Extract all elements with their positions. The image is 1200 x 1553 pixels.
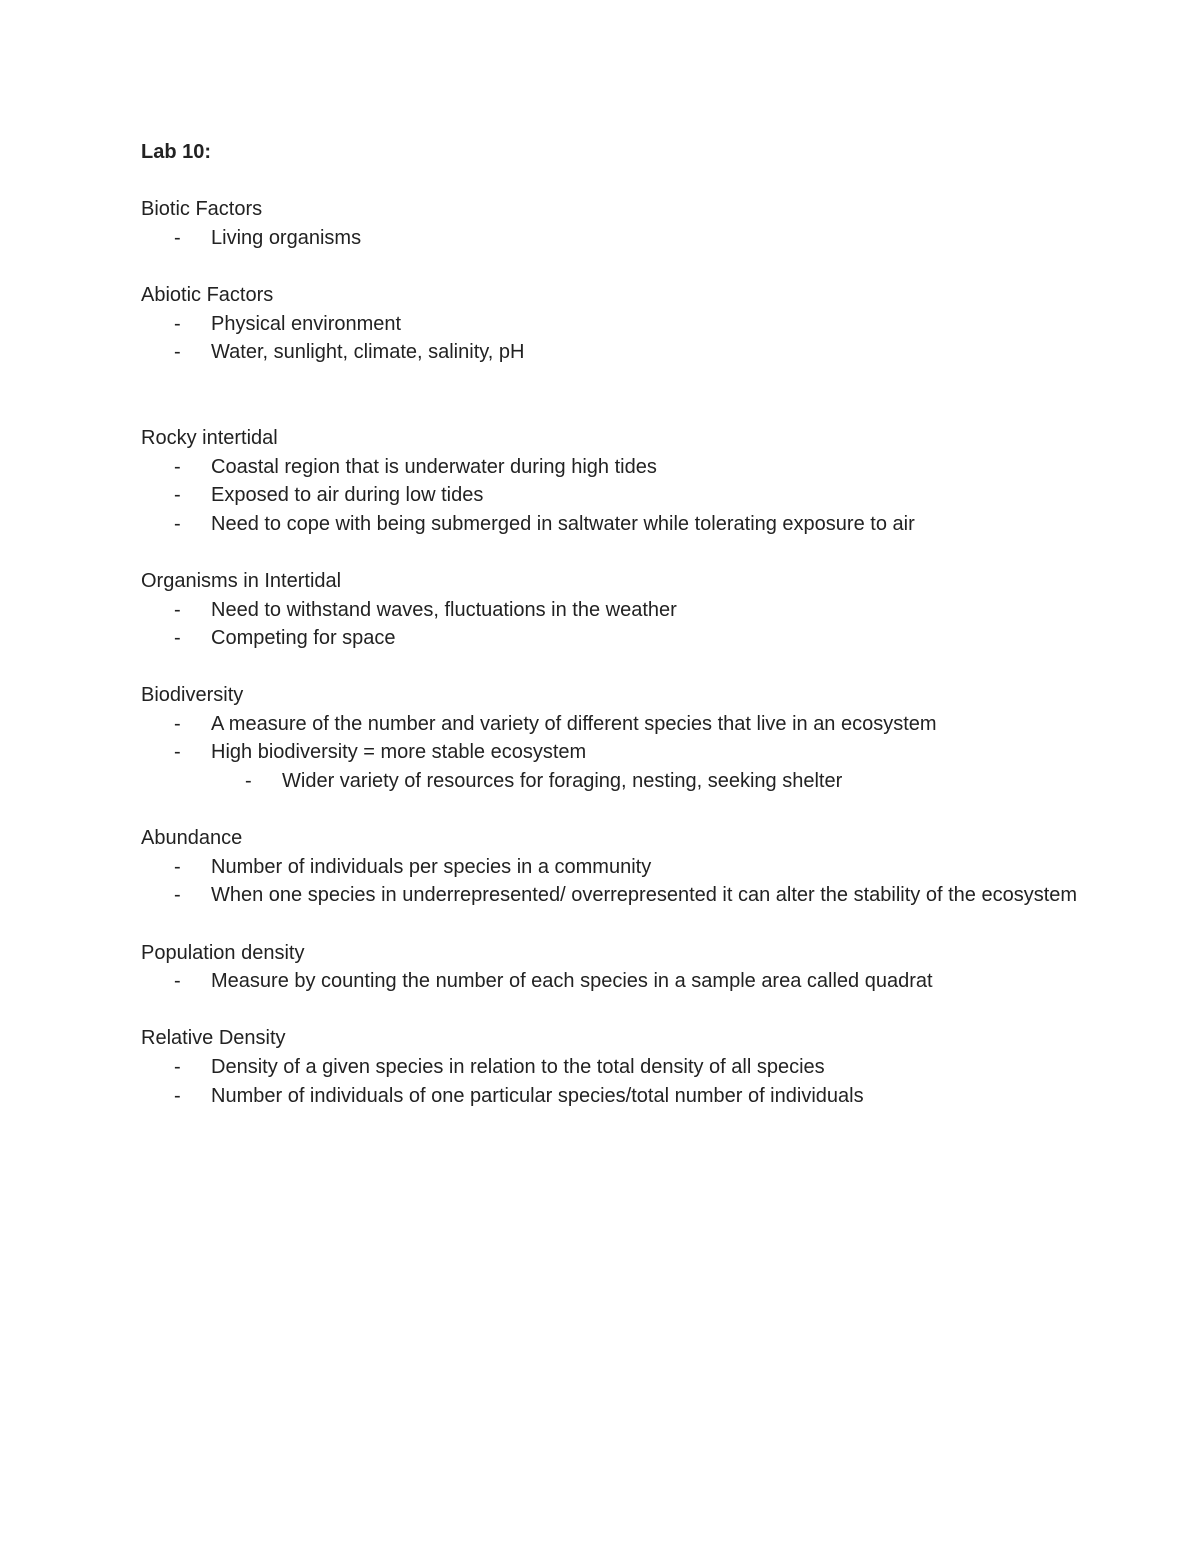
list-item — [141, 310, 1081, 339]
bullet-dash: - — [174, 1056, 181, 1078]
list-item-text: Measure by counting the number of each species in a sample area called quadrat — [211, 970, 933, 993]
section-relative-density — [141, 1024, 1081, 1110]
bullet-dash: - — [174, 226, 181, 249]
section-heading: Relative Density — [141, 1027, 286, 1050]
list-item — [141, 1082, 1081, 1111]
list-item-text: Need to withstand waves, fluctuations in the weather — [211, 598, 677, 621]
list-item — [141, 453, 1081, 482]
section-biotic-factors — [141, 195, 1081, 252]
list-item — [141, 338, 1081, 367]
bullet-dash: - — [174, 741, 181, 764]
bullet-list — [141, 453, 1081, 539]
bullet-dash: - — [174, 970, 181, 993]
section-population-density — [141, 939, 1081, 996]
section-heading: Biotic Factors — [141, 198, 263, 221]
sub-list-item — [141, 767, 1081, 796]
section-abiotic-factors — [141, 281, 1081, 367]
list-item-text: Physical environment — [211, 312, 402, 335]
bullet-list — [141, 310, 1081, 367]
list-item-text: Coastal region that is underwater during high tides — [211, 455, 657, 478]
list-item-text: Need to cope with being submerged in saltwater while tolerating exposure to air — [211, 512, 915, 535]
bullet-dash: - — [174, 455, 181, 478]
document-title: Lab 10: — [141, 141, 212, 163]
bullet-list — [141, 853, 1081, 910]
list-item — [141, 510, 1081, 539]
section-heading: Organisms in Intertidal — [141, 569, 342, 592]
list-item — [141, 710, 1081, 739]
bullet-dash: - — [174, 855, 181, 878]
list-item-text: Density of a given species in relation to the total density of all species — [211, 1056, 825, 1078]
sub-list-item-text: Wider variety of resources for foraging, nesting, seeking shelter — [282, 770, 843, 793]
bullet-dash: - — [174, 598, 181, 621]
section-heading: Population density — [141, 941, 305, 964]
list-item-text: Number of individuals per species in a community — [211, 855, 652, 878]
bullet-list — [141, 710, 1081, 796]
list-item — [141, 624, 1081, 653]
bullet-dash: - — [174, 484, 181, 507]
bullet-dash: - — [174, 627, 181, 650]
document-body — [141, 138, 1081, 1139]
section-abundance — [141, 824, 1081, 910]
list-item — [141, 224, 1081, 253]
section-biodiversity — [141, 681, 1081, 795]
list-item — [141, 596, 1081, 625]
section-heading: Abiotic Factors — [141, 283, 274, 306]
section-heading: Biodiversity — [141, 684, 244, 707]
section-heading: Abundance — [141, 827, 243, 850]
bullet-dash: - — [174, 1084, 181, 1107]
list-item — [141, 738, 1081, 767]
bullet-dash: - — [174, 341, 181, 364]
list-item — [141, 881, 1081, 910]
list-item-text: A measure of the number and variety of different species that live in an ecosystem — [211, 712, 937, 735]
list-item — [141, 1053, 1081, 1082]
section-rocky-intertidal — [141, 424, 1081, 538]
bullet-list — [141, 596, 1081, 653]
list-item-text: High biodiversity = more stable ecosystem — [211, 741, 587, 764]
list-item-text: Living organisms — [211, 226, 362, 249]
bullet-dash: - — [174, 312, 181, 335]
list-item — [141, 853, 1081, 882]
section-heading: Rocky intertidal — [141, 426, 278, 449]
list-item-text: Exposed to air during low tides — [211, 484, 484, 507]
bullet-dash: - — [174, 512, 181, 535]
list-item-text: Water, sunlight, climate, salinity, pH — [211, 341, 525, 364]
bullet-list — [141, 224, 1081, 253]
list-item-text: Number of individuals of one particular species/total number of individuals — [211, 1084, 864, 1107]
bullet-list — [141, 1053, 1081, 1110]
bullet-dash: - — [174, 884, 181, 907]
list-item-text: When one species in underrepresented/ overrepresented it can alter the stability of the ecosystem — [211, 884, 1078, 907]
section-organisms-in-intertidal — [141, 567, 1081, 653]
list-item-text: Competing for space — [211, 627, 396, 650]
bullet-dash: - — [245, 770, 252, 793]
list-item — [141, 967, 1081, 996]
bullet-dash: - — [174, 712, 181, 735]
list-item — [141, 481, 1081, 510]
bullet-list — [141, 967, 1081, 996]
